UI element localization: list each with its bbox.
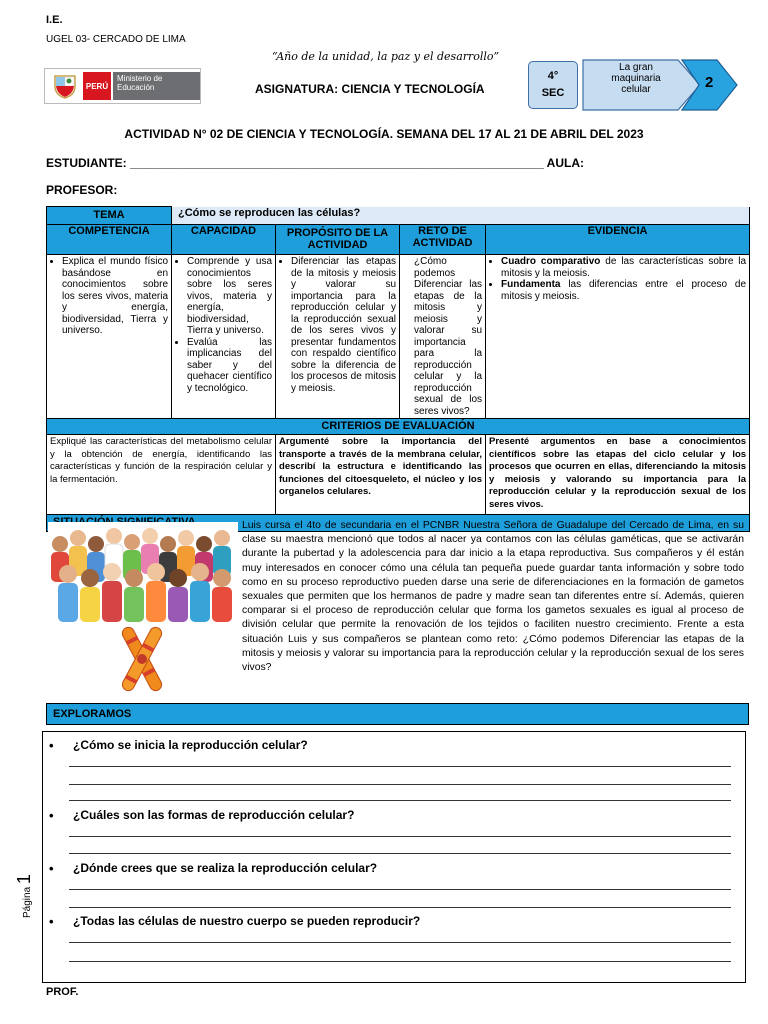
capacidad-cell	[172, 255, 276, 419]
ministry-name: Ministerio de Educación	[113, 72, 200, 100]
capacidad-item: • Evalúa las implicancias del saber y del quehacer científico y tecnológico.	[187, 337, 272, 395]
questions-box	[42, 731, 746, 983]
activity-title: ACTIVIDAD N° 02 DE CIENCIA Y TECNOLOGÍA. SEMANA DEL 17 AL 21 DE ABRIL DEL 2023	[124, 127, 644, 141]
header-proposito: PROPÓSITO DE LA ACTIVIDAD	[276, 225, 400, 255]
exploramos-header: EXPLORAMOS	[46, 703, 749, 725]
competencia-item: • Explica el mundo físico basándose en conocimientos sobre los seres vivos, materia y energía, biodiversidad, Tierra y universo.	[62, 256, 168, 337]
unit-number: 2	[705, 74, 714, 91]
ministry-logo	[44, 68, 201, 104]
subject-title: ASIGNATURA: CIENCIA Y TECNOLOGÍA	[255, 82, 485, 96]
student-field[interactable]: ESTUDIANTE: ______________________________________________________________ AULA:	[46, 156, 584, 170]
chromosome-illustration	[112, 622, 172, 696]
grade-section: SEC	[541, 87, 565, 99]
page-number-value: 1	[14, 874, 34, 885]
page-number	[14, 874, 35, 918]
question-1: • ¿Cómo se inicia la reproducción celular?	[73, 738, 308, 752]
question-3: • ¿Dónde crees que se realiza la reproducción celular?	[73, 861, 377, 875]
evidencia-item: • Cuadro comparativo de las características sobre la mitosis y la meiosis.	[501, 256, 746, 279]
answer-line[interactable]	[69, 961, 731, 962]
competencia-cell	[47, 255, 172, 419]
ugel-label: UGEL 03- CERCADO DE LIMA	[46, 34, 186, 45]
teacher-field[interactable]: PROFESOR:	[46, 183, 118, 197]
coat-of-arms-icon	[49, 72, 81, 100]
year-motto: “Año de la unidad, la paz y el desarrollo”	[272, 50, 500, 63]
reto-cell: ¿Cómo podemos Diferenciar las etapas de la mitosis y meiosis y valorar su importancia para la reproducción celular y la reproducción sexual de los seres vivos?	[400, 255, 486, 419]
evidencia-item: • Fundamenta las diferencias entre el proceso de mitosis y meiosis.	[501, 279, 746, 302]
criterios-label: CRITERIOS DE EVALUACIÓN	[47, 419, 750, 435]
header-capacidad: CAPACIDAD	[172, 225, 276, 255]
school-label: I.E.	[46, 14, 63, 26]
evidencia-cell	[486, 255, 750, 419]
answer-line[interactable]	[69, 907, 731, 908]
header-reto: RETO DE ACTIVIDAD	[400, 225, 486, 255]
activity-table	[46, 206, 750, 532]
question-2: • ¿Cuáles son las formas de reproducción celular?	[73, 808, 354, 822]
footer-prof: PROF.	[46, 986, 79, 998]
proposito-cell	[276, 255, 400, 419]
header-evidencia: EVIDENCIA	[486, 225, 750, 255]
answer-line[interactable]	[69, 800, 731, 801]
unit-number-arrow	[681, 59, 739, 116]
criterio-2: Argumenté sobre la importancia del transporte a través de la membrana celular, describí la estructura e identificando las funciones del citoesqueleto, el núcleo y los organelos celulares.	[276, 435, 486, 515]
students-group-photo	[48, 522, 238, 622]
answer-line[interactable]	[69, 889, 731, 890]
answer-line[interactable]	[69, 784, 731, 785]
answer-line[interactable]	[69, 853, 731, 854]
criterio-1: Expliqué las características del metabolismo celular y la obtención de energía, identificando las características y función de la respiración celular y la fermentación.	[47, 435, 276, 515]
capacidad-item: • Comprende y usa conocimientos sobre los seres vivos, materia y energía, biodiversidad, Tierra y universo.	[187, 256, 272, 337]
question-4: • ¿Todas las células de nuestro cuerpo se pueden reproducir?	[73, 914, 420, 928]
answer-line[interactable]	[69, 836, 731, 837]
answer-line[interactable]	[69, 942, 731, 943]
page-label: Página	[22, 886, 33, 918]
header-competencia: COMPETENCIA	[47, 225, 172, 255]
answer-line[interactable]	[69, 766, 731, 767]
grade-level: 4°	[547, 70, 559, 82]
proposito-item: • Diferenciar las etapas de la mitosis y meiosis y valorar su importancia para la reproducción celular y la reproducción sexual de los seres vivos y presentar fundamentos con respaldo científico sobre la diferencia de los procesos de mitosis y meiosis.	[291, 256, 396, 394]
tema-label: TEMA	[47, 207, 172, 225]
grade-box	[528, 61, 578, 109]
criterio-3: Presenté argumentos en base a conocimientos científicos sobre las etapas del ciclo celular y los procesos que ocurren en ellas, diferenciando la mitosis y meiosis y valorando su importancia para la reproducción celular y la reproducción sexual de los seres vivos.	[486, 435, 750, 515]
tema-value: ¿Cómo se reproducen las células?	[172, 207, 750, 225]
situation-text: Luis cursa el 4to de secundaria en el PCNBR Nuestra Señora de Guadalupe del Cercado de Lima, en su clase su maestra mencionó que todos al nacer ya contamos con las células gaméticas, que se activarán durante la pubertad y la adolescencia para dar inicio a la etapa reproductiva. Sus compañeros y él están muy interesados en conocer cómo una célula tan pequeña puede guardar tanta información y sobre todo como en su proceso reproductivo pueden darse una serie de diferenciaciones en la formación de gametos sexuales que permiten que los hermanos de padre y madre sean tan diferentes entre sí. Además, quieren comparar si el proceso de reproducción celular que forma los gametos sexuales es igual al proceso de división celular que permite la renovación de los tejidos o faciliten nuestro crecimiento. Frente a esta situación Luis y sus compañeros se plantean como reto: ¿Cómo podemos Diferenciar las etapas de la mitosis y meiosis y valorar su importancia para la reproducción celular y la reproducción sexual de los seres vivos?	[242, 520, 744, 674]
unit-title: La gran maquinaria celular	[611, 62, 661, 95]
peru-brand: PERÚ	[83, 72, 111, 100]
